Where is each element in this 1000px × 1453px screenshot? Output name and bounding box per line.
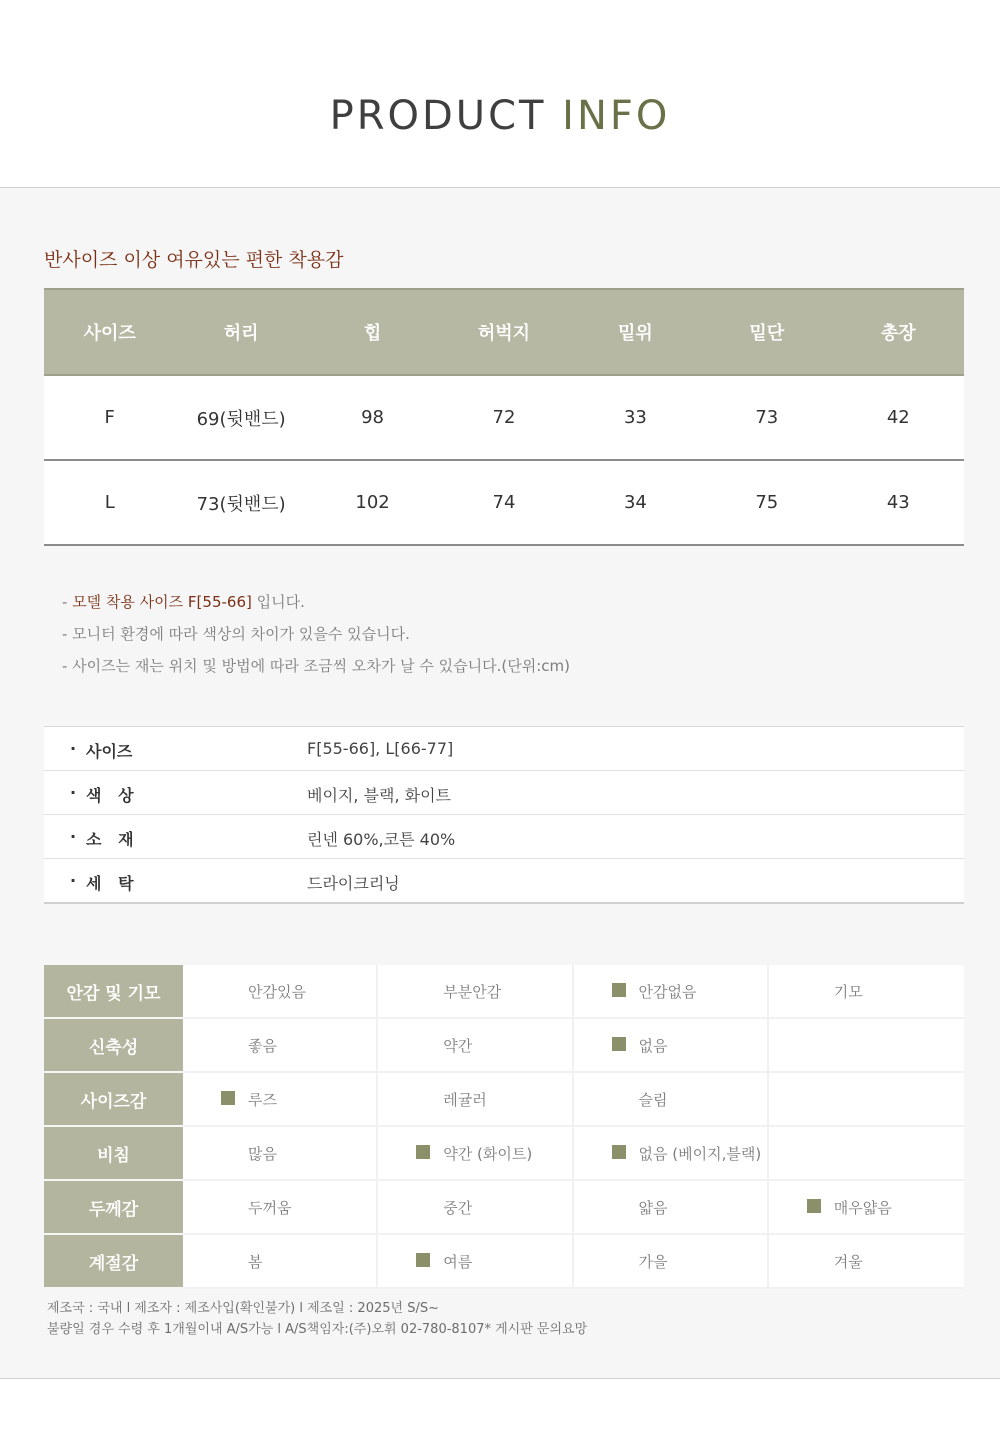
note-monitor: - 모니터 환경에 따라 색상의 차이가 있을수 있습니다. xyxy=(62,625,410,643)
note-model-size xyxy=(62,586,570,618)
attribute-grid xyxy=(44,965,964,1289)
table-cell: 73(뒷밴드) xyxy=(175,460,306,545)
attribute-option xyxy=(183,1181,378,1235)
attribute-option xyxy=(574,1127,769,1181)
attribute-label: 계절감 xyxy=(44,1235,183,1289)
spec-value: F[55-66], L[66-77] xyxy=(307,739,454,758)
attribute-option xyxy=(378,1127,573,1181)
header-cell: 힙 xyxy=(307,289,438,375)
attribute-label: 안감 및 기모 xyxy=(44,965,183,1019)
spec-value: 베이지, 블랙, 화이트 xyxy=(307,786,451,805)
table-cell: 102 xyxy=(307,460,438,545)
option-label: 여름 xyxy=(443,1252,473,1271)
spec-label: 사이즈 xyxy=(86,742,133,761)
table-cell: 72 xyxy=(438,375,569,460)
checked-square-icon xyxy=(612,1037,626,1051)
option-label: 겨울 xyxy=(833,1252,863,1271)
footer-line: 불량일 경우 수령 후 1개월이내 A/S가능 l A/S책임자:(주)오휘 02-780-8107* 게시판 문의요망 xyxy=(47,1322,588,1337)
attribute-option xyxy=(769,1127,964,1181)
table-cell: 33 xyxy=(570,375,701,460)
size-table-header xyxy=(44,289,964,375)
header-cell: 밑단 xyxy=(701,289,832,375)
attribute-option xyxy=(769,965,964,1019)
table-cell: 73 xyxy=(701,375,832,460)
option-label: 중간 xyxy=(443,1198,473,1217)
attribute-option xyxy=(574,1181,769,1235)
option-label: 가을 xyxy=(638,1252,668,1271)
attribute-option xyxy=(769,1073,964,1127)
table-cell: 69(뒷밴드) xyxy=(175,375,306,460)
option-label: 많음 xyxy=(248,1144,277,1163)
title-accent: INFO xyxy=(562,93,671,139)
attribute-label: 두께감 xyxy=(44,1181,183,1235)
note-dash: - xyxy=(62,593,73,611)
attribute-label: 신축성 xyxy=(44,1019,183,1073)
spec-row-material xyxy=(44,815,964,859)
option-label: 안감있음 xyxy=(248,982,306,1001)
bullet: · xyxy=(70,739,77,758)
option-label: 슬림 xyxy=(638,1090,668,1109)
checked-square-icon xyxy=(807,1199,821,1213)
notes xyxy=(62,586,570,682)
checked-square-icon xyxy=(416,1253,430,1267)
header-cell: 밑위 xyxy=(570,289,701,375)
option-label: 매우얇음 xyxy=(833,1198,892,1217)
header-cell: 허벅지 xyxy=(438,289,569,375)
attribute-option xyxy=(574,1019,769,1073)
fit-subtitle: 반사이즈 이상 여유있는 편한 착용감 xyxy=(44,249,344,271)
table-cell: 34 xyxy=(570,460,701,545)
attribute-row xyxy=(44,1127,964,1181)
attribute-option xyxy=(183,965,378,1019)
bullet: · xyxy=(70,783,77,802)
table-cell: L xyxy=(44,460,175,545)
bullet: · xyxy=(70,827,77,846)
header-cell: 허리 xyxy=(175,289,306,375)
attribute-option xyxy=(574,1235,769,1289)
attribute-row xyxy=(44,1019,964,1073)
attribute-option xyxy=(378,965,573,1019)
spec-label: 색 상 xyxy=(86,786,134,805)
spec-row-size xyxy=(44,727,964,771)
attribute-option xyxy=(183,1235,378,1289)
bullet: · xyxy=(70,871,77,890)
option-label: 없음 xyxy=(638,1036,668,1055)
spec-list xyxy=(44,726,964,904)
attribute-option xyxy=(378,1235,573,1289)
header-cell: 총장 xyxy=(833,289,964,375)
option-label: 봄 xyxy=(248,1252,263,1271)
option-label: 두꺼움 xyxy=(248,1198,292,1217)
attribute-option xyxy=(769,1019,964,1073)
attribute-label: 사이즈감 xyxy=(44,1073,183,1127)
spec-value: 린넨 60%,코튼 40% xyxy=(307,830,456,849)
checked-square-icon xyxy=(612,1145,626,1159)
table-row xyxy=(44,460,964,545)
page-title xyxy=(0,93,1000,139)
header-cell: 사이즈 xyxy=(44,289,175,375)
footer-info xyxy=(47,1298,587,1340)
checked-square-icon xyxy=(416,1145,430,1159)
spec-row-color xyxy=(44,771,964,815)
attribute-option xyxy=(183,1127,378,1181)
note-suffix: 입니다. xyxy=(251,593,305,611)
attribute-option xyxy=(183,1073,378,1127)
checked-square-icon xyxy=(612,983,626,997)
table-cell: 74 xyxy=(438,460,569,545)
spec-label: 세 탁 xyxy=(86,874,134,893)
info-panel xyxy=(0,187,1000,1379)
attribute-option xyxy=(574,965,769,1019)
attribute-row xyxy=(44,965,964,1019)
spec-value: 드라이크리닝 xyxy=(307,874,400,893)
attribute-option xyxy=(183,1019,378,1073)
option-label: 안감없음 xyxy=(638,982,697,1001)
attribute-option xyxy=(574,1073,769,1127)
spec-row-wash xyxy=(44,859,964,902)
size-table xyxy=(44,288,964,546)
option-label: 얇음 xyxy=(638,1198,668,1217)
checked-square-icon xyxy=(221,1091,235,1105)
option-label: 기모 xyxy=(833,982,863,1001)
attribute-option xyxy=(769,1181,964,1235)
option-label: 레귤러 xyxy=(443,1090,487,1109)
attribute-label: 비침 xyxy=(44,1127,183,1181)
footer-line: 제조국 : 국내 l 제조자 : 제조사입(확인불가) l 제조일 : 2025년 S/S~ xyxy=(47,1301,439,1316)
title-main: PRODUCT xyxy=(329,93,563,139)
table-cell: 98 xyxy=(307,375,438,460)
table-row xyxy=(44,375,964,460)
spec-label: 소 재 xyxy=(86,830,134,849)
option-label: 약간 (화이트) xyxy=(443,1144,533,1163)
attribute-row xyxy=(44,1073,964,1127)
attribute-row xyxy=(44,1235,964,1289)
option-label: 루즈 xyxy=(248,1090,277,1109)
note-measure: - 사이즈는 재는 위치 및 방법에 따라 조금씩 오차가 날 수 있습니다.(단위:cm) xyxy=(62,657,570,675)
attribute-option xyxy=(769,1235,964,1289)
table-cell: 75 xyxy=(701,460,832,545)
option-label: 없음 (베이지,블랙) xyxy=(638,1144,762,1163)
table-cell: F xyxy=(44,375,175,460)
attribute-option xyxy=(378,1181,573,1235)
attribute-option xyxy=(378,1073,573,1127)
table-cell: 42 xyxy=(833,375,964,460)
table-cell: 43 xyxy=(833,460,964,545)
attribute-option xyxy=(378,1019,573,1073)
option-label: 좋음 xyxy=(248,1036,277,1055)
note-highlight: 모델 착용 사이즈 F[55-66] xyxy=(72,593,252,611)
option-label: 약간 xyxy=(443,1036,473,1055)
option-label: 부분안감 xyxy=(443,982,502,1001)
attribute-row xyxy=(44,1181,964,1235)
